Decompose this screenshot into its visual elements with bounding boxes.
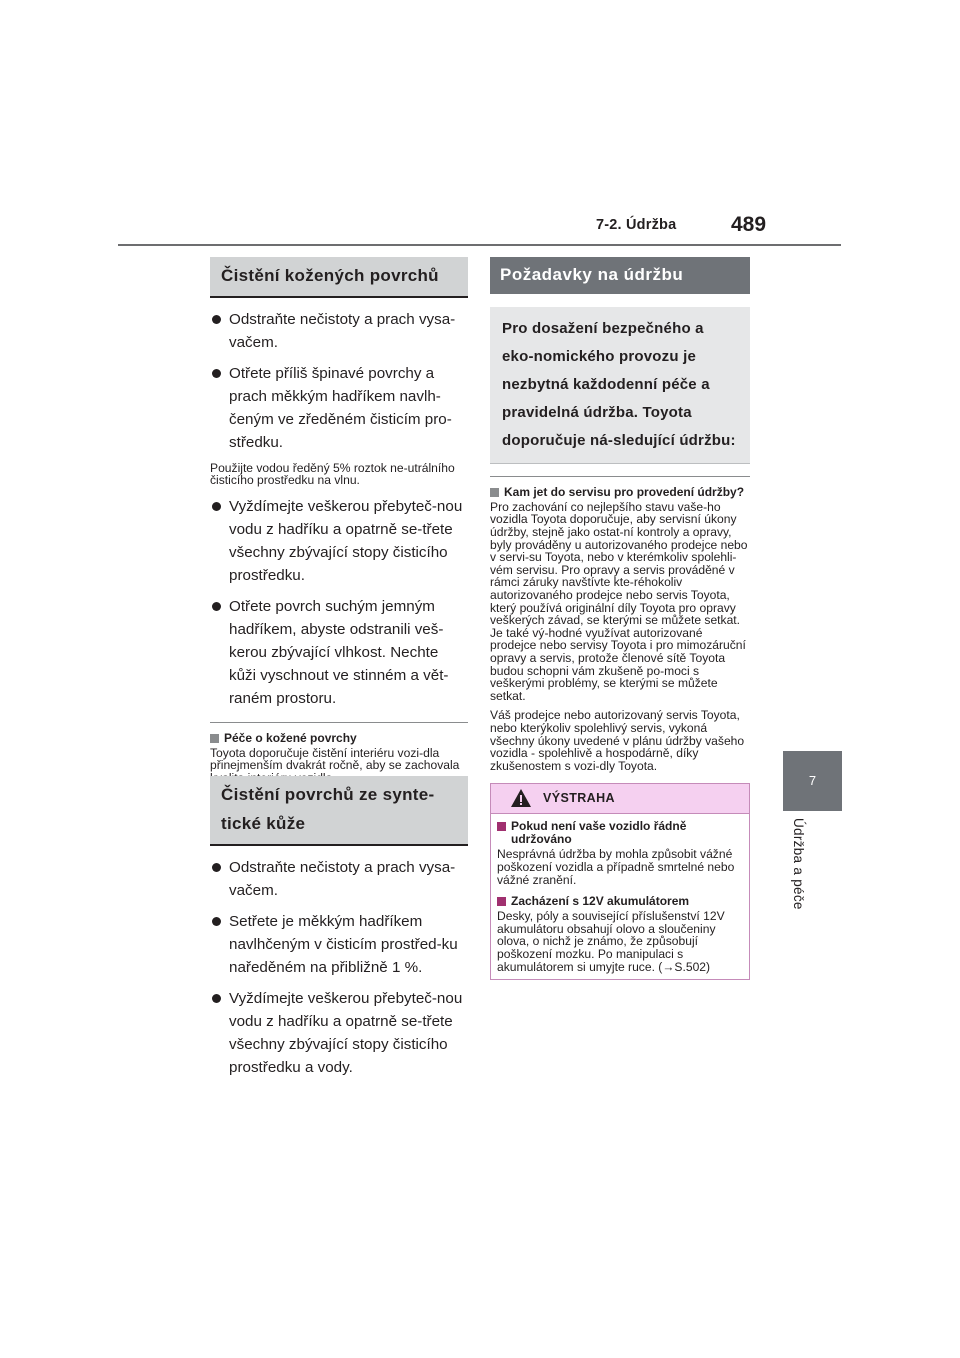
- warning-item-heading: Zacházení s 12V akumulátorem: [497, 895, 743, 908]
- list-item: Setřete je měkkým hadříkem navlhčeným v čisticím prostřed-ku naředěném na přibližně 1 %.: [210, 910, 468, 979]
- care-text: Toyota doporučuje čistění interiéru vozi-dla přinejmenším dvakrát ročně, aby se zachovala: [210, 745, 460, 773]
- divider: [210, 722, 468, 723]
- leather-note: Použijte vodou ředěný 5% roztok ne-utrálního čisticího prostředku na vlnu.: [210, 460, 455, 488]
- service-heading: Kam jet do servisu pro provedení údržby?: [490, 486, 750, 499]
- leather-steps: [210, 308, 468, 454]
- list-item: Otřete příliš špinavé povrchy a prach měkkým hadříkem navlh-čeným ve zředěném čisticím pro-středku.: [210, 362, 468, 454]
- leather-steps-2: [210, 495, 468, 710]
- maintenance-heading: Požadavky na údržbu: [490, 257, 750, 294]
- square-bullet-icon: [490, 488, 499, 497]
- bullet-icon: [212, 602, 221, 611]
- square-bullet-icon: [497, 822, 506, 831]
- square-bullet-icon: [210, 734, 219, 743]
- bullet-icon: [212, 315, 221, 324]
- bullet-icon: [212, 863, 221, 872]
- list-item: Odstraňte nečistoty a prach vysa-vačem.: [210, 856, 468, 902]
- section-title: 7-2. Údržba: [596, 217, 677, 233]
- warning-header: [491, 784, 749, 814]
- care-heading: Péče o kožené povrchy: [210, 732, 468, 745]
- warning-title: VÝSTRAHA: [543, 791, 615, 806]
- list-item: Vyždímejte veškerou přebyteč-nou vodu z hadříku a opatrně se-třete všechny zbývající stopy čisticího prostředku.: [210, 495, 468, 587]
- chapter-tab: 7: [783, 751, 842, 811]
- bullet-icon: [212, 917, 221, 926]
- list-item: Vyždímejte veškerou přebyteč-nou vodu z hadříku a opatrně se-třete všechny zbývající stopy čisticího prostředku a vody.: [210, 987, 468, 1079]
- warning-body: [491, 814, 749, 979]
- bullet-icon: [212, 502, 221, 511]
- warning-triangle-icon: [510, 788, 532, 808]
- square-bullet-icon: [497, 897, 506, 906]
- list-item: Otřete povrch suchým jemným hadříkem, abyste odstranili veš-kerou zbývající vlhkost. Nechte kůži vyschnout ve stinném a vět-raném prostoru.: [210, 595, 468, 710]
- service-paragraph-2: Váš prodejce nebo autorizovaný servis Toyota, nebo kterýkoliv spolehlivý servis, vykoná všechny úkony uvedené v plánu údržby vašeho vozidla - spolehlivě a hospodárně, díky zkušenostem s vozi-dly Toyota.: [490, 708, 745, 773]
- left-column: [210, 257, 468, 792]
- synthetic-section: [210, 776, 468, 1087]
- warning-item-heading: Pokud není vaše vozidlo řádně udržováno: [497, 820, 743, 846]
- list-item: Odstraňte nečistoty a prach vysa-vačem.: [210, 308, 468, 354]
- leather-heading: Čistění kožených povrchů: [210, 257, 468, 298]
- warning-item-text: Nesprávná údržba by mohla způsobit vážné poškození vozidla a případně smrtelné nebo vážné zranění.: [497, 847, 735, 887]
- bullet-icon: [212, 369, 221, 378]
- page-number: 489: [731, 213, 767, 236]
- header-divider: [118, 244, 841, 246]
- divider: [490, 476, 750, 477]
- maintenance-intro: Pro dosažení bezpečného a eko-nomického provozu je nezbytná každodenní péče a pravidelná údržba. Toyota doporučuje ná-sledující údržbu:: [490, 307, 750, 464]
- right-column: [490, 257, 750, 980]
- bullet-icon: [212, 994, 221, 1003]
- warning-box: [490, 783, 750, 980]
- chapter-label: Údržba a péče: [791, 818, 806, 910]
- service-paragraph-1: Pro zachování co nejlepšího stavu vaše-ho vozidla Toyota doporučuje, aby servisní úkony údržby, stejně jako ostat-ní kontroly a opravy, byly prováděny u autorizovaného prodejce nebo v servi-su Toyota, nebo v kterémkoliv spolehli-vém servisu. Pro opravy a servis prováděné v rámci záruky navštívte kte-réhokoliv autorizovaného prodejce nebo servis Toyota, který používá originální díly Toyota pro opravy veškerých závad, se kterými se můžete setkat. Je také vý-hodné využívat autorizované prodejce nebo servisy Toyota i pro mimozáruční opravy a servis, protože členové sítě Toyota budou schopni vám zkušeně po-moci s veškerými problémy, se kterými se můžete setkat.: [490, 499, 748, 703]
- warning-item-text: Desky, póly a související příslušenství 12V akumulátoru obsahují olovo a sloučeniny olova, o nichž je známo, že způsobují poškození mozku. Po manipulaci s akumulátorem si umyjte ruce. (→S.502): [497, 909, 725, 974]
- synthetic-steps: [210, 856, 468, 1079]
- synthetic-heading: Čistění povrchů ze synte-tické kůže: [210, 776, 468, 846]
